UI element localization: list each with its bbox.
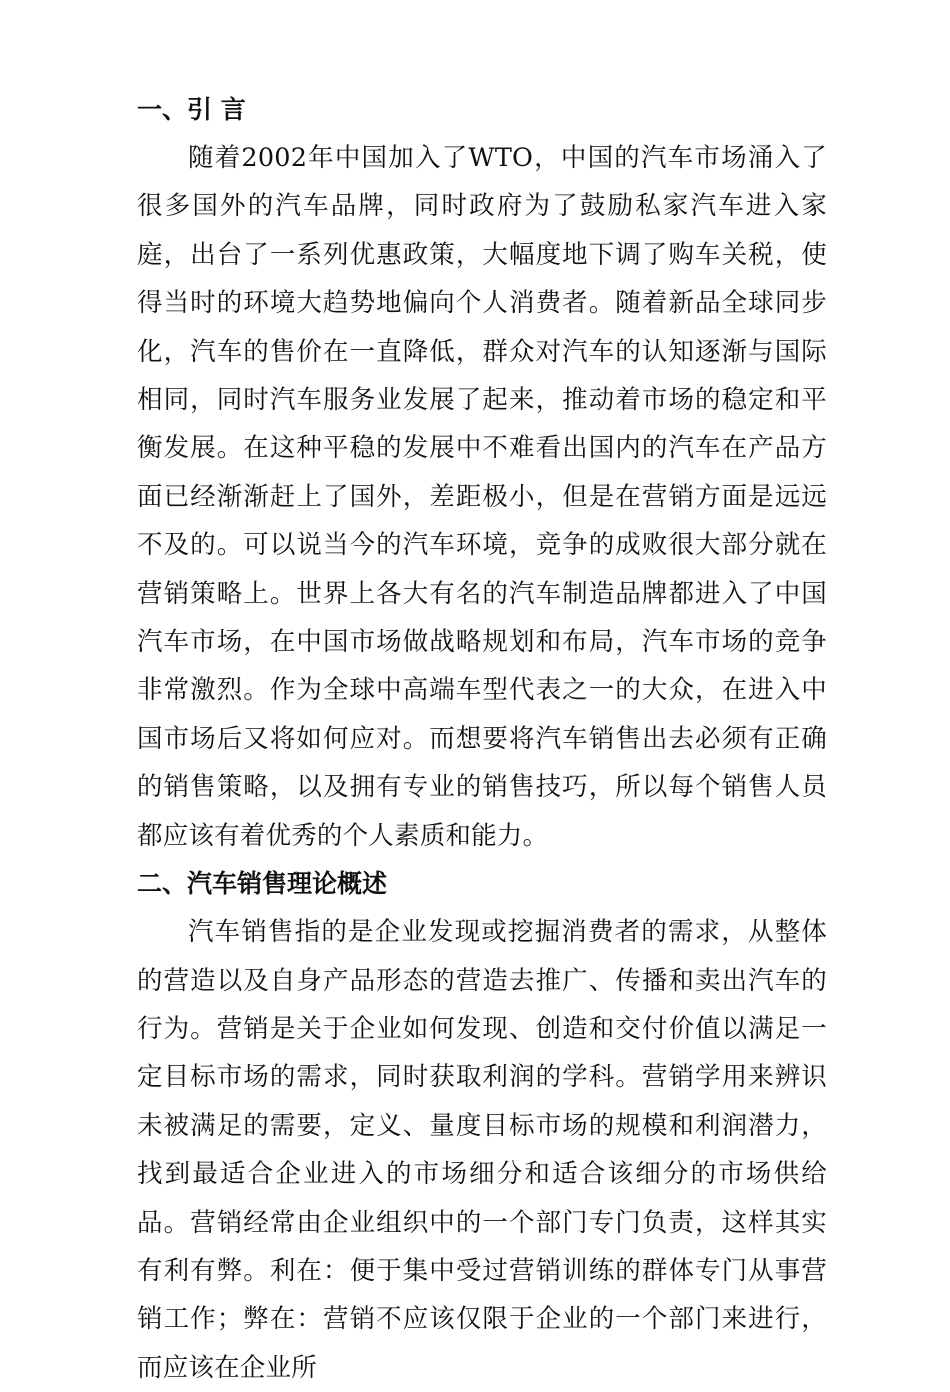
section-heading-introduction: 一、引 言 [137, 95, 246, 124]
section-heading-sales-theory: 二、汽车销售理论概述 [137, 869, 388, 899]
introduction-paragraph: 随着2002年中国加入了WTO，中国的汽车市场涌入了很多国外的汽车品牌，同时政府为了鼓励私家汽车进入家庭，出台了一系列优惠政策，大幅度地下调了购车关税，使得当时的环境大趋势地偏向个人消费者。随着新品全球同步化，汽车的售价在一直降低，群众对汽车的认知逐渐与国际相同，同时汽车服务业发展了起来，推动着市场的稳定和平衡发展。在这种平稳的发展中不难看出国内的汽车在产品方面已经渐渐赶上了国外，差距极小，但是在营销方面是远远不及的。可以说当今的汽车环境，竞争的成败很大部分就在营销策略上。世界上各大有名的汽车制造品牌都进入了中国汽车市场，在中国市场做战略规划和布局，汽车市场的竞争非常激烈。作为全球中高端车型代表之一的大众，在进入中国市场后又将如何应对。而想要将汽车销售出去必须有正确的销售策略，以及拥有专业的销售技巧，所以每个销售人员都应该有着优秀的个人素质和能力。 [137, 143, 827, 851]
document-body [137, 86, 827, 1392]
sales-theory-paragraph: 汽车销售指的是企业发现或挖掘消费者的需求，从整体的营造以及自身产品形态的营造去推广、传播和卖出汽车的行为。营销是关于企业如何发现、创造和交付价值以满足一定目标市场的需求，同时获取利润的学科。营销学用来辨识未被满足的需要，定义、量度目标市场的规模和利润潜力，找到最适合企业进入的市场细分和适合该细分的市场供给品。营销经常由企业组织中的一个部门专门负责，这样其实有利有弊。利在：便于集中受过营销训练的群体专门从事营销工作；弊在：营销不应该仅限于企业的一个部门来进行，而应该在企业所 [137, 917, 827, 1383]
